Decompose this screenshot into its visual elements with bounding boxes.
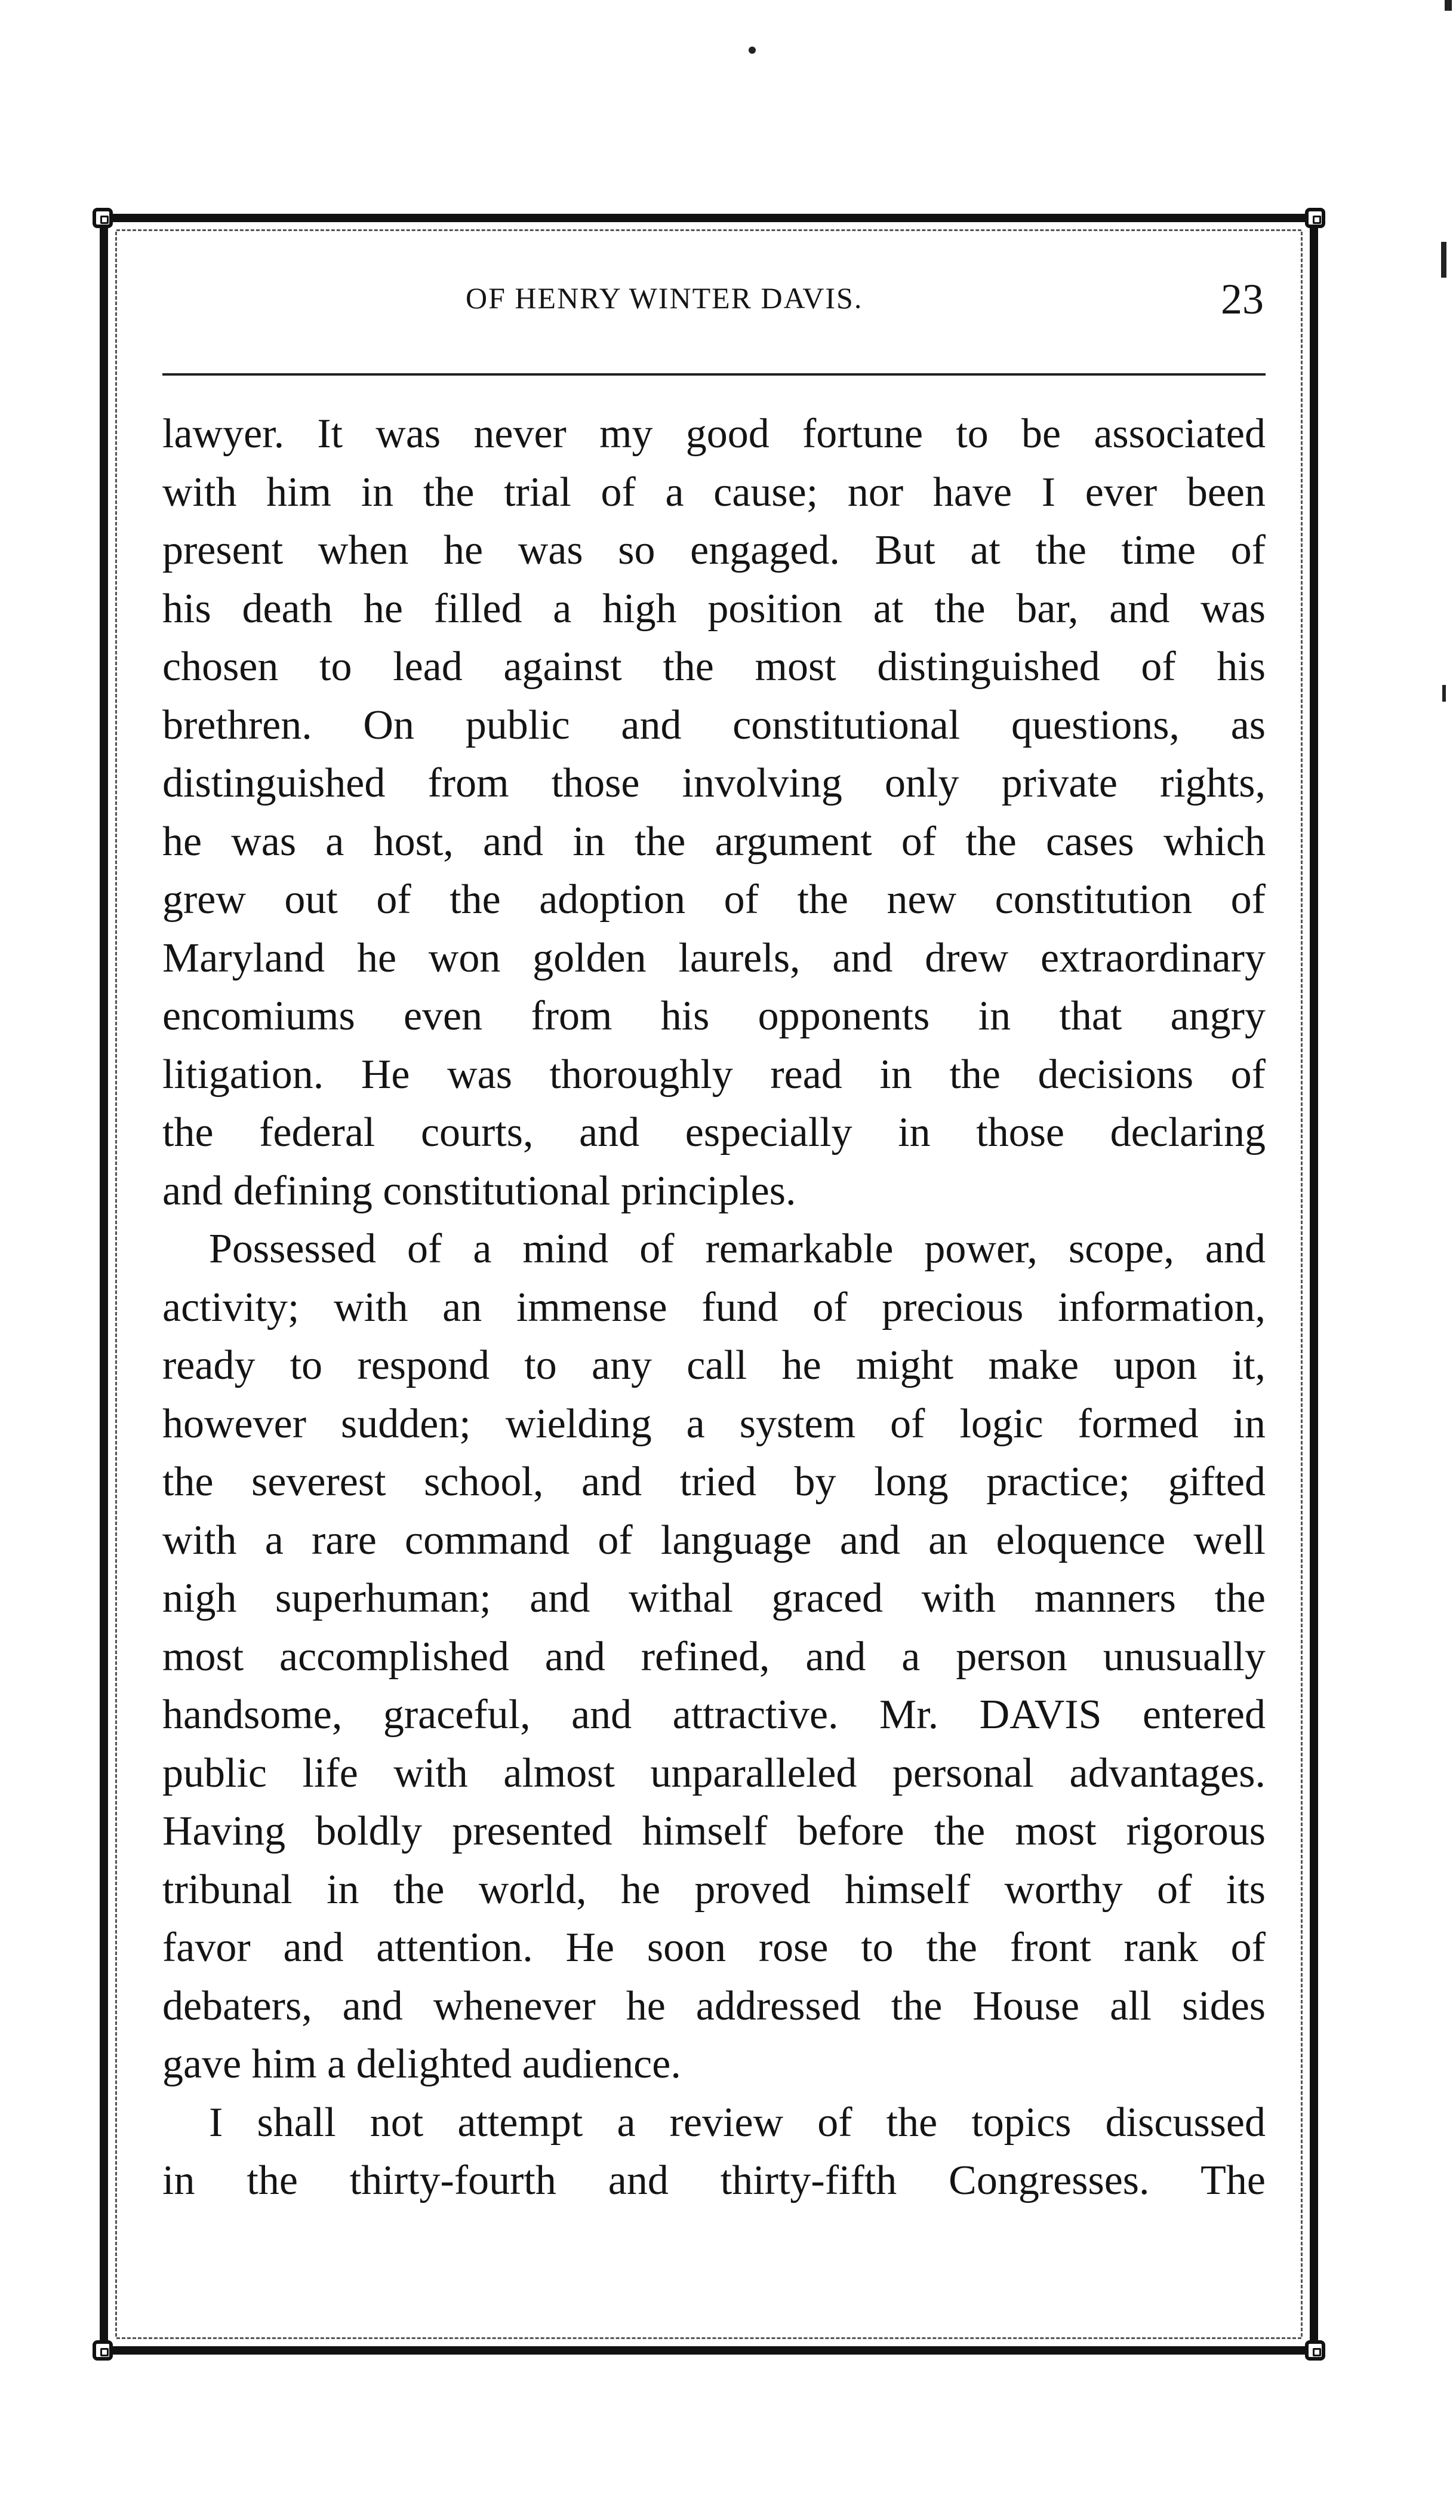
text-line: with him in the trial of a cause; nor have I ever been <box>162 469 1266 515</box>
edge-ink-mark <box>1441 242 1446 278</box>
text-line: the federal courts, and especially in those declaring <box>162 1110 1266 1155</box>
text-line: nigh superhuman; and withal graced with manners the <box>162 1575 1266 1621</box>
text-line: tribunal in the world, he proved himself worthy of its <box>162 1866 1266 1913</box>
corner-ornament-icon <box>1305 208 1325 228</box>
corner-ornament-icon <box>93 208 113 228</box>
text-line: lawyer. It was never my good fortune to be associated <box>162 411 1266 457</box>
border-dashed-bottom <box>116 2337 1301 2339</box>
border-rule-top <box>110 214 1307 222</box>
header-rule <box>162 373 1266 376</box>
text-line: distinguished from those involving only private rights, <box>162 760 1266 806</box>
text-line: gave him a delighted audience. <box>162 2041 681 2087</box>
text-line: favor and attention. He soon rose to the front rank of <box>162 1925 1266 1971</box>
text-line: Having boldly presented himself before the most rigorous <box>162 1808 1266 1854</box>
text-line: however sudden; wielding a system of logic formed in <box>162 1400 1266 1447</box>
paragraph <box>162 1220 1266 2094</box>
text-line: activity; with an immense fund of precious information, <box>162 1284 1266 1330</box>
paragraph <box>162 2094 1266 2210</box>
body-text <box>162 405 1266 2210</box>
edge-ink-mark <box>1442 685 1446 702</box>
border-rule-left <box>100 226 108 2343</box>
text-line: and defining constitutional principles. <box>162 1167 796 1214</box>
text-line: I shall not attempt a review of the topics discussed <box>209 2099 1266 2146</box>
text-line: with a rare command of language and an eloquence well <box>162 1517 1266 1563</box>
border-rule-right <box>1310 226 1318 2343</box>
border-rule-bottom <box>110 2346 1307 2355</box>
page-number: 23 <box>1221 275 1264 323</box>
text-line: the severest school, and tried by long practice; gifted <box>162 1459 1266 1505</box>
edge-ink-mark <box>1445 0 1452 11</box>
text-line: ready to respond to any call he might make upon it, <box>162 1342 1266 1388</box>
text-line: he was a host, and in the argument of the cases which <box>162 818 1266 865</box>
text-line: handsome, graceful, and attractive. Mr. DAVIS entered <box>162 1692 1266 1738</box>
text-line: encomiums even from his opponents in that angry <box>162 993 1266 1039</box>
text-line: in the thirty-fourth and thirty-fifth Congresses. The <box>162 2158 1266 2204</box>
text-line: present when he was so engaged. But at the time of <box>162 527 1266 573</box>
text-line: chosen to lead against the most distinguished of his <box>162 644 1266 690</box>
corner-ornament-icon <box>93 2340 113 2361</box>
paragraph <box>162 405 1266 1220</box>
text-line: Maryland he won golden laurels, and drew extraordinary <box>162 935 1266 981</box>
corner-ornament-icon <box>1305 2340 1325 2361</box>
border-dashed-left <box>115 232 117 2337</box>
text-line: public life with almost unparalleled personal advantages. <box>162 1750 1266 1796</box>
text-line: his death he filled a high position at the bar, and was <box>162 585 1266 632</box>
running-head: OF HENRY WINTER DAVIS. <box>466 281 863 315</box>
text-line: Possessed of a mind of remarkable power, scope, and <box>209 1226 1266 1272</box>
stray-ink-dot <box>749 47 756 54</box>
text-line: most accomplished and refined, and a person unusually <box>162 1633 1266 1680</box>
text-line: grew out of the adoption of the new constitution of <box>162 877 1266 923</box>
text-line: litigation. He was thoroughly read in the decisions of <box>162 1051 1266 1098</box>
border-dashed-top <box>116 229 1301 231</box>
border-dashed-right <box>1301 232 1303 2337</box>
text-line: brethren. On public and constitutional questions, as <box>162 702 1266 748</box>
text-line: debaters, and whenever he addressed the House all sides <box>162 1983 1266 2029</box>
